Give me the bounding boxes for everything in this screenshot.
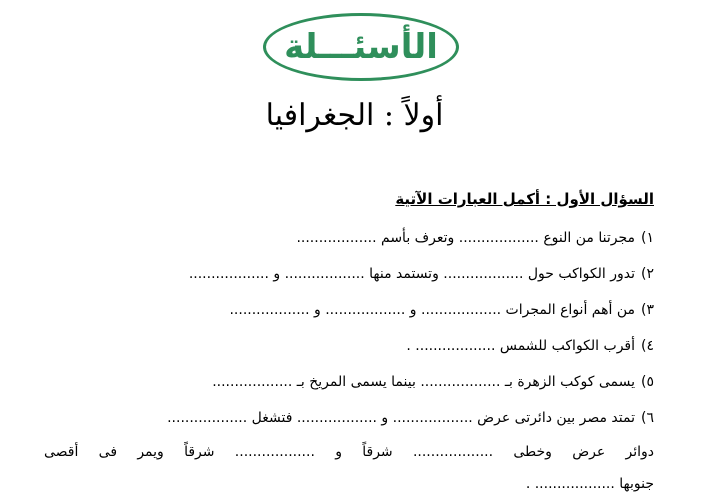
item-text: يسمى كوكب الزهرة بـ .................. بينما يسمى المريخ بـ .................. <box>212 374 635 390</box>
item-text: مجرتنا من النوع .................. وتعرف بأسم .................. <box>296 230 635 246</box>
item-text: أقرب الكواكب للشمس .................. . <box>406 338 635 354</box>
item-continuation-line: دوائر عرض وخطى .................. شرقاً و .................. شرقاً ويمر فى أقصى <box>44 444 654 460</box>
list-item <box>44 372 654 408</box>
title-badge <box>263 13 459 81</box>
question-list <box>44 228 654 444</box>
item-number: ٤) <box>641 338 654 354</box>
item-continuation-line: جنوبها .................. . <box>525 476 654 492</box>
item-number: ٣) <box>641 302 654 318</box>
list-item <box>44 228 654 264</box>
item-number: ٢) <box>641 266 654 282</box>
list-item <box>44 264 654 300</box>
list-item <box>44 336 654 372</box>
section-title: أولاً : الجغرافيا <box>265 98 444 133</box>
question-heading: السؤال الأول : أكمل العبارات الآتية <box>395 190 654 208</box>
item-text: من أهم أنواع المجرات .................. و .................. و .................. <box>229 302 635 318</box>
item-number: ٦) <box>641 410 654 426</box>
list-item <box>44 300 654 336</box>
item-text: تدور الكواكب حول .................. وتستمد منها .................. و .................. <box>188 266 635 282</box>
item-number: ١) <box>641 230 654 246</box>
list-item <box>44 408 654 444</box>
badge-title: الأسئـــلة <box>284 27 438 67</box>
item-text: تمتد مصر بين دائرتى عرض .................. و .................. فتشغل .................. <box>167 410 635 426</box>
item-number: ٥) <box>641 374 654 390</box>
